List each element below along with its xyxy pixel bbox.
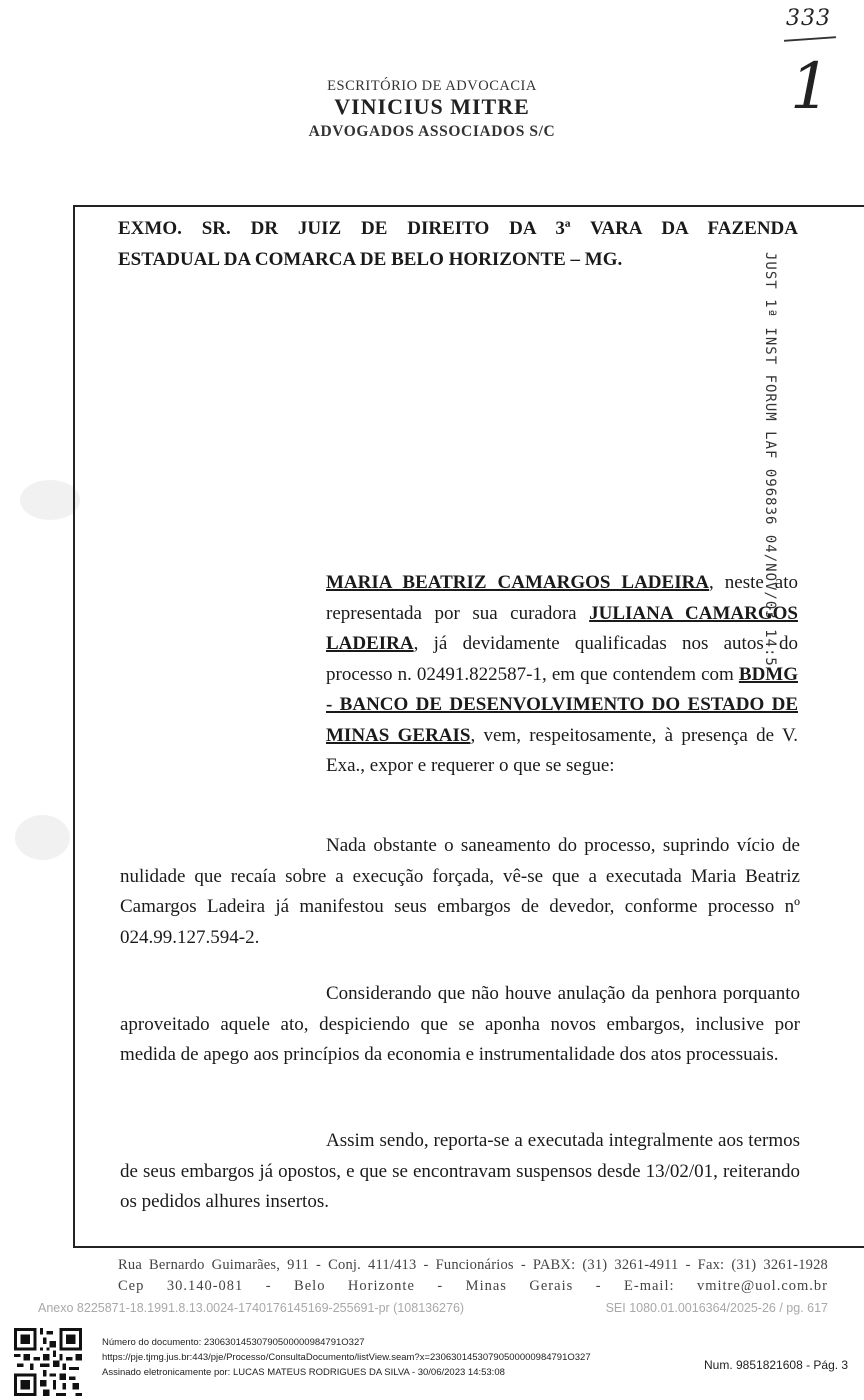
paragraph-2 [120, 979, 800, 1071]
opponent-name: BDMG - BANCO DE DESENVOLVIMENTO DO ESTADO DE MINAS GERAIS [326, 663, 798, 746]
frame-top-line [73, 205, 864, 207]
annex-reference: Anexo 8225871-18.1991.8.13.0024-1740176145169-255691-pr (108136276) [38, 1301, 465, 1315]
addressee-block [118, 213, 798, 275]
handwritten-sheet-mark: 1 [790, 50, 831, 124]
paragraph-3 [120, 1126, 800, 1218]
scan-smudge [15, 815, 70, 860]
footer-address-line-1: Rua Bernardo Guimarães, 911 - Conj. 411/413 - Funcionários - PABX: (31) 3261-4911 - Fax: (31) 3261-1928 [118, 1257, 828, 1273]
letterhead-firm-type: ADVOGADOS ASSOCIADOS S/C [308, 123, 556, 140]
intro-text-1: , neste ato representada por sua curadora [326, 572, 798, 624]
party-name: MARIA BEATRIZ CAMARGOS LADEIRA [326, 572, 710, 593]
footer-address-line-2: Cep 30.140-081 - Belo Horizonte - Minas Gerais - E-mail: vmitre@uol.com.br [118, 1278, 828, 1294]
intro-text-2: , já devidamente qualificadas nos autos do processo n. 02491.822587-1, em que contendem com [326, 633, 798, 685]
frame-bottom-line [73, 1246, 864, 1248]
letterhead-firm-name: VINICIUS MITRE [334, 94, 530, 119]
page-number-label: Num. 9851821608 - Pág. 3 [704, 1358, 849, 1372]
qr-code-icon [14, 1328, 82, 1396]
frame-left-line [73, 205, 75, 1248]
paragraph-1-text: Nada obstante o saneamento do processo, suprindo vício de nulidade que recaía sobre a execução forçada, vê-se que a executada Maria Beatriz Camargos Ladeira já manifestou seus embargos de devedor, conforme processo nº 024.99.127.594-2. [120, 835, 800, 948]
protocol-stamp: JUST 1ª INST FORUM LAF 096836 04/NOV/03 14:5 [762, 252, 778, 667]
addressee-line-2: ESTADUAL DA COMARCA DE BELO HORIZONTE – MG. [118, 249, 623, 270]
annex-line [38, 1301, 828, 1315]
document-number: Número do documento: 23063014530790500000984791O327 [102, 1337, 365, 1348]
letterhead-office: ESCRITÓRIO DE ADVOCACIA [327, 78, 537, 94]
paragraph-2-text: Considerando que não houve anulação da penhora porquanto aproveitado aquele ato, despiciendo que se aponha novos embargos, inclusive por medida de apego aos princípios da economia e instrumentalidade dos atos processuais. [120, 983, 800, 1065]
addressee-line-1: EXMO. SR. DR JUIZ DE DIREITO DA 3ª VARA DA FAZENDA [118, 218, 798, 239]
curator-name: JULIANA CAMARGOS LADEIRA [326, 602, 798, 654]
paragraph-3-text: Assim sendo, reporta-se a executada integralmente aos termos de seus embargos já opostos, e que se encontravam suspensos desde 13/02/01, reiterando os pedidos alhures insertos. [120, 1130, 800, 1212]
intro-text-3: , vem, respeitosamente, à presença de V. Exa., expor e requerer o que se segue: [326, 724, 798, 776]
sei-reference: SEI 1080.01.0016364/2025-26 / pg. 617 [605, 1301, 828, 1315]
signed-by: Assinado eletronicamente por: LUCAS MATEUS RODRIGUES DA SILVA - 30/06/2023 14:53:08 [102, 1367, 505, 1378]
paragraph-1 [120, 831, 800, 953]
scan-smudge [20, 480, 80, 520]
intro-paragraph [326, 568, 798, 782]
handwritten-page-number: 333 [786, 6, 831, 31]
document-url[interactable]: https://pje.tjmg.jus.br:443/pje/Processo/ConsultaDocumento/listView.seam?x=23063014530790500000984791O327 [102, 1352, 591, 1363]
handwritten-underline [784, 36, 836, 42]
